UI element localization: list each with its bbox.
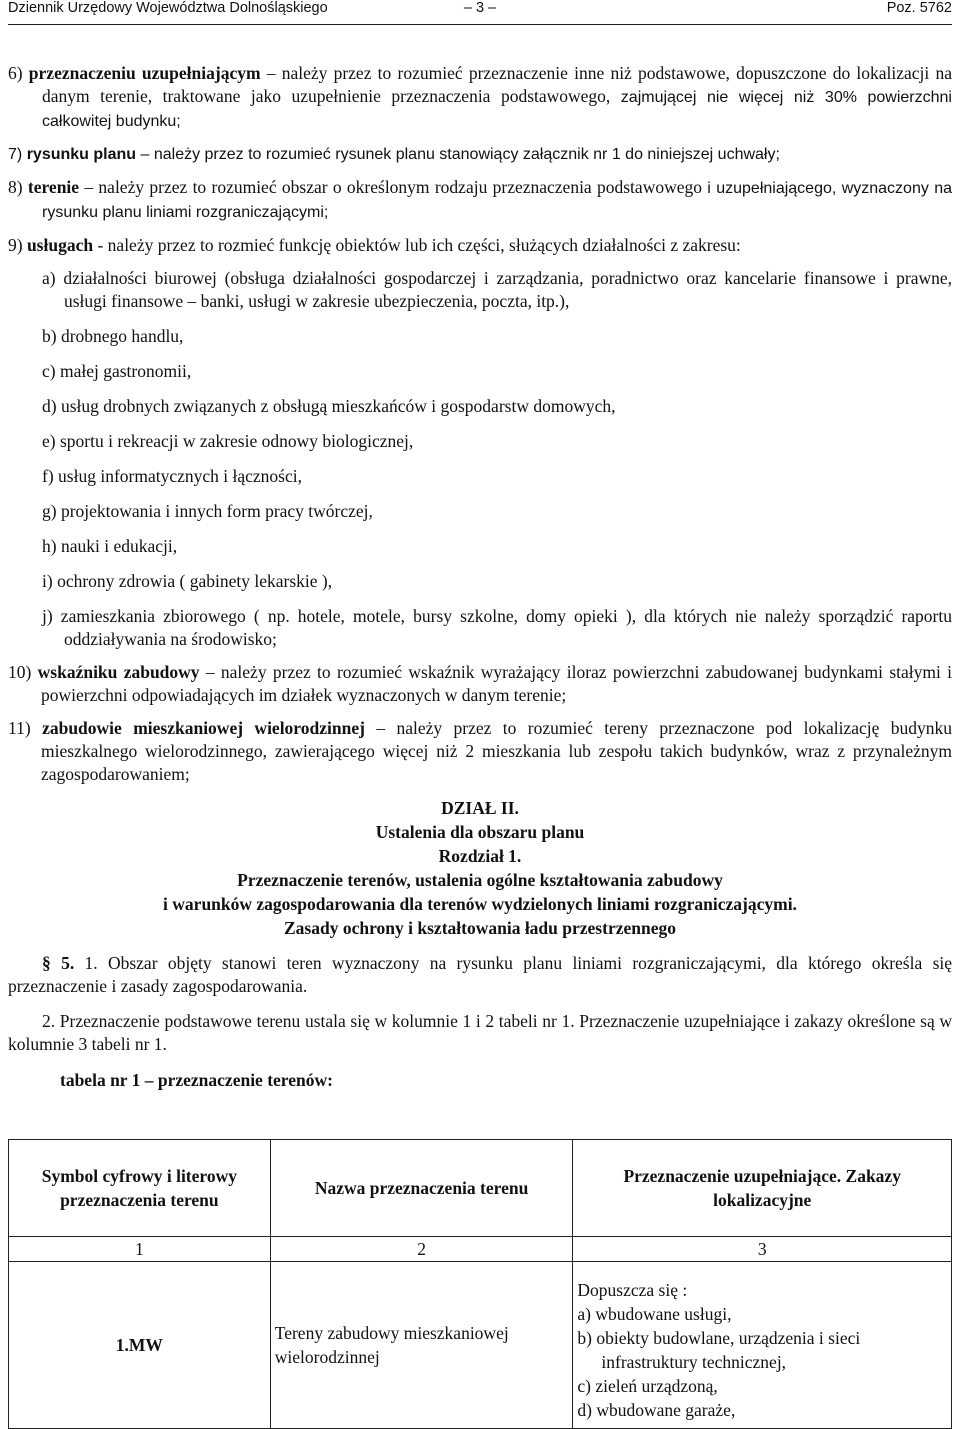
definition-term: wskaźniku zabudowy [37, 662, 200, 682]
definition-8: 8) terenie – należy przez to rozumieć obszar o określonym rodzaju przeznaczenia podstawowego i uzupełniającego, wyznaczony na rysunku planu liniami rozgraniczającymi; [8, 177, 953, 221]
definition-term: zabudowie mieszkaniowej wielorodzinnej [42, 718, 365, 738]
table-row [9, 1262, 952, 1429]
service-item: j) zamieszkania zbiorowego ( np. hotele, motele, bursy szkolne, domy opieki ), dla których nie należy sporządzić raportu oddziaływania na środowisko; [42, 606, 952, 649]
section-5-paragraph-2: 2. Przeznaczenie podstawowe terenu ustala się w kolumnie 1 i 2 tabeli nr 1. Przeznaczenie uzupełniające i zakazy określone są w kolumnie 3 tabeli nr 1. [8, 1011, 952, 1054]
page-number: – 3 – [463, 0, 497, 16]
column-header: Przeznaczenie uzupełniające. Zakazy lokalizacyjne [573, 1140, 952, 1237]
extras-item: c) zieleń urządzoną, [577, 1376, 718, 1396]
definition-10: 10) wskaźniku zabudowy – należy przez to rozumieć wskaźnik wyrażający iloraz powierzchni zabudowanej budynkami stałymi i powierzchni odpowiadających im działek wyznaczonych w danym terenie; [8, 662, 953, 705]
division-subtitle: Ustalenia dla obszaru planu [375, 822, 585, 842]
table-header-row [9, 1140, 952, 1237]
area-symbol: 1.MW [9, 1262, 271, 1429]
extras-item: a) wbudowane usługi, [577, 1304, 732, 1324]
extras-intro: Dopuszcza się : [577, 1280, 688, 1300]
service-item: i) ochrony zdrowia ( gabinety lekarskie ), [42, 571, 333, 591]
chapter-title: Rozdział 1. [438, 846, 522, 866]
column-number: 1 [9, 1237, 271, 1262]
column-number-row [9, 1237, 952, 1262]
division-title: DZIAŁ II. [441, 798, 519, 818]
zoning-table [8, 1139, 952, 1429]
service-item: a) działalności biurowej (obsługa działalności gospodarczej i zarządzania, poradnictwo oraz kancelarie finansowe i prawne, usługi finansowe – banki, usługi w zakresie ubezpieczenia, poczta, itp.), [42, 268, 952, 311]
service-item: f) usług informatycznych i łączności, [42, 466, 302, 486]
definition-9: 9) usługach - należy przez to rozmieć funkcję obiektów lub ich części, służących działalności z zakresu: [8, 235, 741, 255]
table-caption: tabela nr 1 – przeznaczenie terenów: [60, 1070, 333, 1090]
definition-term: usługach [26, 235, 94, 255]
extras-item: b) obiekty budowlane, urządzenia i sieci infrastruktury technicznej, [577, 1328, 861, 1372]
section-5-paragraph-1: § 5. 1. Obszar objęty stanowi teren wyznaczony na rysunku planu liniami rozgraniczającymi, dla którego określa się przeznaczenie i zasady zagospodarowania. [8, 953, 953, 996]
definition-11: 11) zabudowie mieszkaniowej wielorodzinnej – należy przez to rozumieć tereny przeznaczone pod lokalizację budynku mieszkalnego wielorodzinnego, zawierającego więcej niż 2 mieszkania lub zespołu takich budynków, wraz z przynależnym zagospodarowaniem; [8, 718, 953, 784]
area-extras [573, 1262, 952, 1429]
column-header: Symbol cyfrowy i literowy przeznaczenia terenu [9, 1140, 271, 1237]
area-name: Tereny zabudowy mieszkaniowej wielorodzinnej [270, 1262, 573, 1429]
definition-7: 7) rysunku planu – należy przez to rozumieć rysunek planu stanowiący załącznik nr 1 do niniejszej uchwały; [8, 146, 780, 163]
service-item: b) drobnego handlu, [42, 326, 184, 346]
service-item: g) projektowania i innych form pracy twórczej, [42, 501, 373, 521]
service-item: e) sportu i rekreacji w zakresie odnowy biologicznej, [42, 431, 414, 451]
journal-title: Dziennik Urzędowy Województwa Dolnośląskiego [8, 0, 328, 16]
document-body [8, 62, 952, 1092]
chapter-subtitle: Przeznaczenie terenów, ustalenia ogólne kształtowania zabudowy [237, 870, 723, 890]
definition-term: terenie [27, 177, 80, 197]
extras-item: d) wbudowane garaże, [577, 1400, 736, 1420]
definition-term: rysunku planu [26, 146, 137, 163]
position-number: Poz. 5762 [886, 0, 952, 16]
page-header [8, 0, 952, 25]
service-item: c) małej gastronomii, [42, 361, 192, 381]
chapter-subtitle: Zasady ochrony i kształtowania ładu przestrzennego [284, 918, 676, 938]
service-item: h) nauki i edukacji, [42, 536, 178, 556]
column-header: Nazwa przeznaczenia terenu [270, 1140, 573, 1237]
column-number: 3 [573, 1237, 952, 1262]
definition-6: 6) przeznaczeniu uzupełniającym – należy przez to rozumieć przeznaczenie inne niż podstawowe, dopuszczone do lokalizacji na danym terenie, traktowane jako uzupełnienie przeznaczenia podstawowego, zajmującej nie więcej niż 30% powierzchni całkowitej budynku; [8, 63, 953, 130]
section-headings [8, 796, 952, 940]
service-item: d) usług drobnych związanych z obsługą mieszkańców i gospodarstw domowych, [42, 396, 616, 416]
section-symbol: § 5. [42, 953, 75, 973]
definition-term: przeznaczeniu uzupełniającym [28, 63, 261, 83]
chapter-subtitle: i warunków zagospodarowania dla terenów wydzielonych liniami rozgraniczającymi. [163, 894, 797, 914]
column-number: 2 [270, 1237, 573, 1262]
